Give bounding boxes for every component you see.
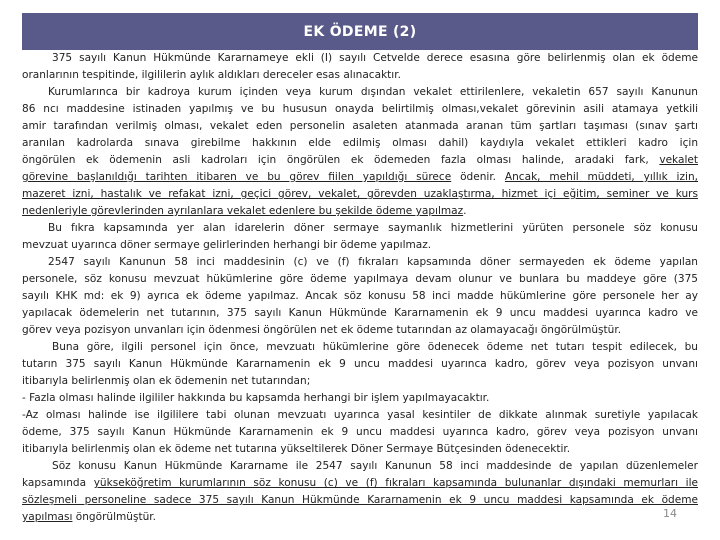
text-line: görev veya pozisyon unvanları için ödenmesi öngörülen net ek ödeme tutarından az olamayacağı öngörülmüştür. [22, 324, 622, 336]
text-line [22, 186, 698, 203]
text-line: yapılacak ödemelerin net tutarının, 375 sayılı Kanun Hükmünde Kararnamenin ek 9 uncu maddesi uyarınca kadro ve [22, 307, 698, 319]
text-line: Söz konusu Kanun Hükmünde Kararname ile 2547 sayılı Kanunun 58 inci maddesinde de yapılan düzenlemeler [52, 460, 698, 472]
slide-body [22, 50, 698, 522]
text-line: sayılı KHK md: ek 9) ayrıca ek ödeme yapılmaz. Ancak söz konusu 58 inci madde hükümlerine göre personele her ay [22, 290, 698, 302]
underlined-text: sözleşmeli personeline sadece 375 sayılı Kanun Hükmünde Kararnamenin ek 9 uncu maddesi kapsamında ek ödeme [22, 494, 698, 506]
underlined-text: görevine başlanıldığı tarihten itibaren ve bu görev fiilen yapıldığı sürece [22, 171, 452, 183]
text-line: Buna göre, ilgili personel için önce, mevzuatı hükümlerine göre ödenecek ödeme net tutarı tespit edilecek, bu [52, 341, 698, 353]
text-line: Kurumlarınca bir kadroya kurum içinden veya kurum dışından vekalet ettirilenlere, vekaletin 657 sayılı Kanunun [48, 86, 698, 98]
page-number: 14 [663, 507, 677, 520]
text-line: 375 sayılı Kanun Hükmünde Kararnameye ekli (I) sayılı Cetvelde derece esasına göre belirlenmiş olan ek ödeme [52, 52, 698, 64]
underlined-text: mazeret izni, hastalık ve refakat izni, geçici görev, vekalet, görevden uzaklaştırma, hizmet içi eğitim, seminer ve kurs [22, 188, 698, 200]
underlined-text: vekalet [659, 154, 698, 166]
text-line: nedenleriyle görevlerinden ayrılanlara vekalet edenlere bu şekilde ödeme yapılmaz. [22, 205, 467, 217]
text-line: amir tarafından verilmiş olması, vekalet eden personelin asaleten atanmada aranan tüm şartları taşıması (sınav şartı [22, 120, 698, 132]
underlined-text: yapılması [22, 511, 73, 522]
text-line [22, 492, 698, 509]
text-line: 86 ncı maddesine istinaden yapılmış ve bu hususun onayda belirtilmiş olması,vekalet görevinin asili atamaya yetkili [22, 103, 698, 115]
text-line: oranlarının tespitinde, ilgililerin aylık aldıkları dereceler esas alınacaktır. [22, 69, 401, 81]
underlined-text: yükseköğretim kurumlarının söz konusu (c) ve (f) fıkraları kapsamında bulunanlar dışındaki memurları ile [93, 477, 698, 489]
text-line: mevzuat uyarınca döner sermaye gelirlerinden herhangi bir ödeme yapılmaz. [22, 239, 432, 251]
text-line: - Fazla olması halinde ilgililer hakkında bu kapsamda herhangi bir işlem yapılmayacaktır. [22, 392, 490, 404]
text-line: öngörülen ek ödemenin asli kadroları için öngörülen ek ödemeden fazla olması halinde, aradaki fark, vekalet [22, 154, 698, 166]
text-line: personele, söz konusu mevzuat hükümlerine göre ödeme yapılmaya devam olunur ve bunlara bu maddeye göre (375 [22, 273, 698, 285]
text-line: itibarıyla belirlenmiş olan ek ödemenin net tutarından; [22, 375, 311, 387]
underlined-text: Ancak, mehil müddeti, yıllık izin, [504, 171, 698, 183]
text-line: -Az olması halinde ise ilgililere tabi olunan mevzuatı uyarınca yasal kesintiler de dikkate alınmak suretiyle yapılacak [22, 409, 698, 421]
text-line: görevine başlanıldığı tarihten itibaren ve bu görev fiilen yapıldığı sürece ödenir. Ancak, mehil müddeti, yıllık izin, [22, 171, 698, 183]
text-line: yapılması öngörülmüştür. [22, 511, 157, 522]
text-line: tutarın 375 sayılı Kanun Hükmünde Kararnamenin ek 9 uncu maddesi uyarınca kadro, görev veya pozisyon unvanı [22, 358, 698, 370]
text-line: itibarıyla belirlenmiş olan ek ödeme net tutarına yükseltilerek Döner Sermaye Bütçesinden ödenecektir. [22, 443, 571, 455]
text-line: aranılan kadrolarda sınava girebilme hakkının elde edilmiş olması dahil) kaydıyla vekalet ettikleri kadro için [22, 137, 698, 149]
underlined-text: nedenleriyle görevlerinden ayrılanlara vekalet edenlere bu şekilde ödeme yapılmaz [22, 205, 464, 217]
text-line: 2547 sayılı Kanunun 58 inci maddesinin (c) ve (f) fıkraları kapsamında döner sermayeden ek ödeme yapılan [48, 256, 698, 268]
text-line: Bu fıkra kapsamında yer alan idarelerin döner sermaye saymanlık hizmetlerini yürüten personele söz konusu [48, 222, 698, 234]
slide-title: EK ÖDEME (2) [22, 13, 698, 50]
text-line: ödeme, 375 sayılı Kanun Hükmünde Kararnamenin ek 9 uncu maddesi uyarınca kadro, görev veya pozisyon unvanı [22, 426, 698, 438]
text-line: kapsamında yükseköğretim kurumlarının söz konusu (c) ve (f) fıkraları kapsamında bulunanlar dışındaki memurları ile [22, 477, 698, 489]
